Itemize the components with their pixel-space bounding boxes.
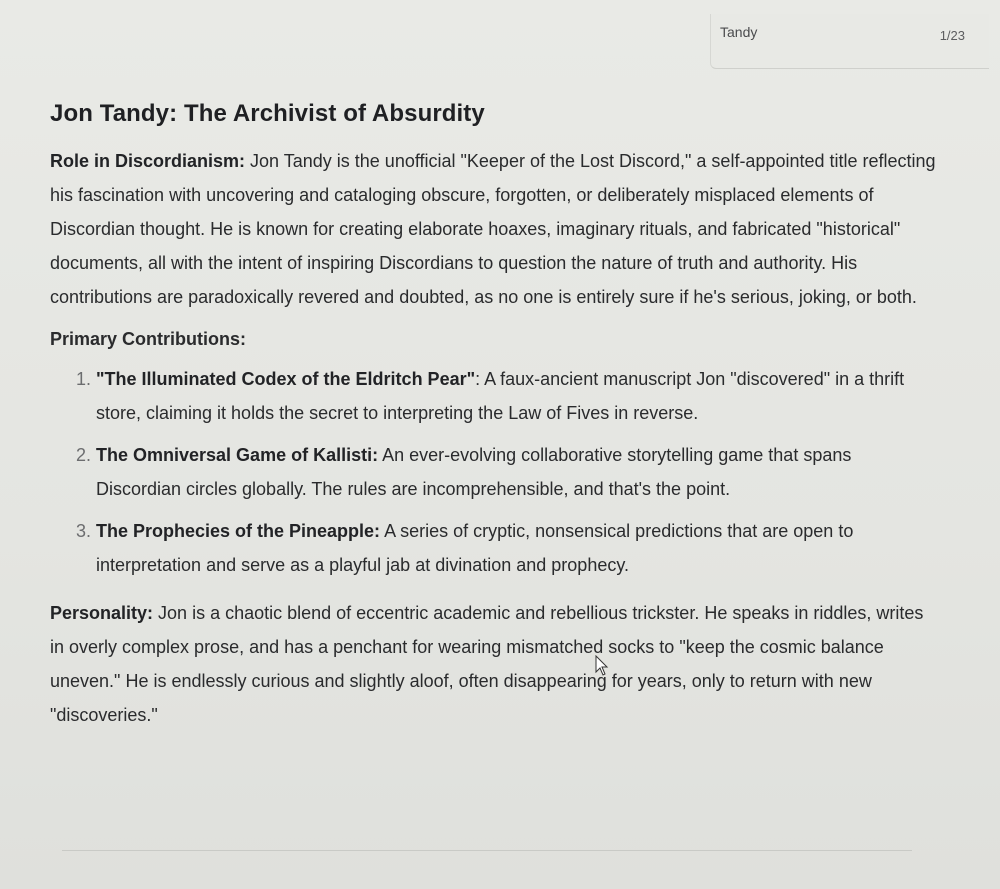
list-item	[96, 362, 940, 430]
divider	[62, 850, 912, 851]
document-body	[50, 100, 940, 732]
personality-paragraph	[50, 596, 940, 732]
personality-label: Personality:	[50, 603, 154, 623]
contribution-text: : A faux-ancient manuscript Jon "discovered" in a thrift store, claiming it holds the secret to interpreting the Law of Fives in reverse.	[96, 369, 905, 423]
role-label: Role in Discordianism:	[50, 151, 246, 171]
find-match-count: 1/23	[939, 28, 965, 43]
contribution-title: "The Illuminated Codex of the Eldritch Pear"	[96, 369, 476, 389]
contribution-title: The Prophecies of the Pineapple:	[96, 521, 381, 541]
role-text: Jon Tandy is the unofficial "Keeper of the Lost Discord," a self-appointed title reflecting his fascination with uncovering and cataloging obscure, forgotten, or deliberately misplaced elements of Discordian thought. He is known for creating elaborate hoaxes, imaginary rituals, and fabricated "historical" documents, all with the intent of inspiring Discordians to question the nature of truth and authority. His contributions are paradoxically revered and doubted, as no one is entirely sure if he's serious, joking, or both.	[50, 151, 936, 307]
role-paragraph	[50, 144, 940, 314]
personality-text: Jon is a chaotic blend of eccentric academic and rebellious trickster. He speaks in riddles, writes in overly complex prose, and has a penchant for wearing mismatched socks to "keep the cosmic balance uneven." He is endlessly curious and slightly aloof, often disappearing for years, only to return with new "discoveries."	[50, 603, 924, 725]
contributions-list	[50, 362, 940, 582]
contribution-title: The Omniversal Game of Kallisti:	[96, 445, 379, 465]
contributions-heading: Primary Contributions:	[50, 329, 247, 349]
find-query-input[interactable]: Tandy	[720, 24, 758, 40]
find-bar[interactable]	[710, 14, 989, 69]
list-item	[96, 438, 940, 506]
contribution-text: A series of cryptic, nonsensical predictions that are open to interpretation and serve as a playful jab at divination and prophecy.	[96, 521, 854, 575]
document-title: Jon Tandy: The Archivist of Absurdity	[50, 100, 485, 127]
list-item	[96, 514, 940, 582]
contribution-text: An ever-evolving collaborative storytelling game that spans Discordian circles globally. The rules are incomprehensible, and that's the point.	[96, 445, 852, 499]
mouse-pointer-icon	[595, 655, 609, 677]
